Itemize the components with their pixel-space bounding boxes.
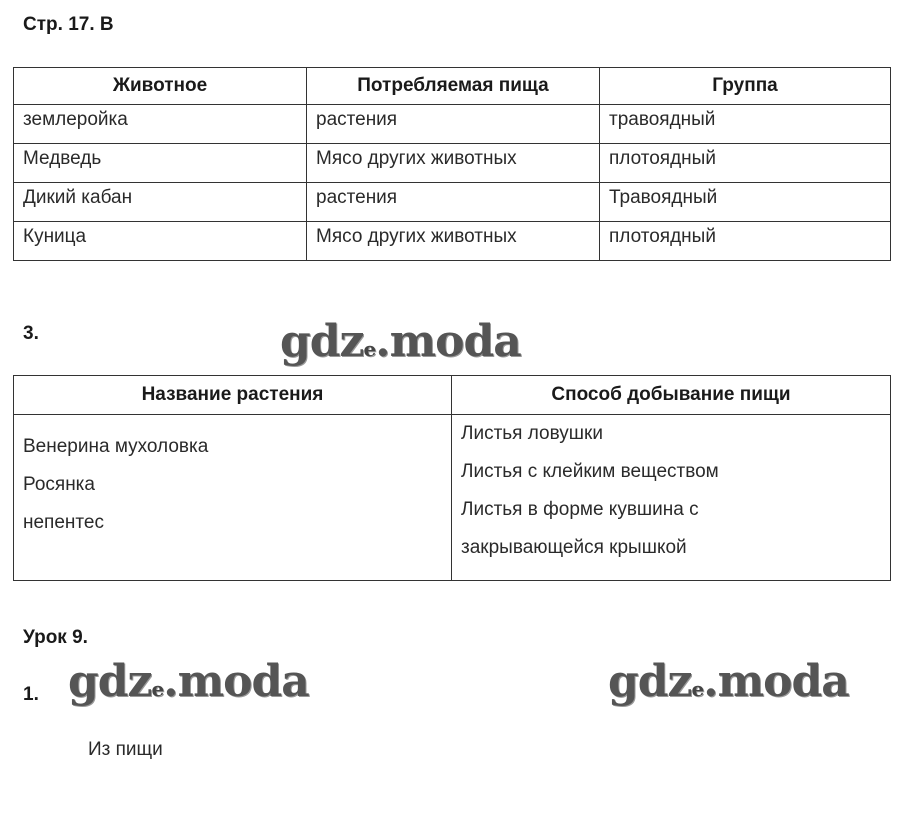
plants-table: [13, 375, 891, 581]
cell-group: плотоядный: [600, 144, 891, 183]
page-reference: Стр. 17. В: [23, 14, 114, 35]
cell-food-methods: [452, 415, 891, 581]
header-group: Группа: [600, 68, 891, 105]
cell-animal: Куница: [14, 222, 307, 261]
cell-food: Мясо других животных: [307, 144, 600, 183]
watermark-logo: gdze.moda: [280, 316, 521, 367]
cell-food: растения: [307, 183, 600, 222]
cell-plant-names: [14, 415, 452, 581]
header-food-method: Способ добывание пищи: [452, 376, 891, 415]
header-plant-name: Название растения: [14, 376, 452, 415]
cell-animal: землеройка: [14, 105, 307, 144]
cell-group: Травоядный: [600, 183, 891, 222]
method-line: Листья с клейким веществом: [461, 461, 719, 482]
table-row: [14, 415, 891, 581]
method-line: закрывающейся крышкой: [461, 537, 687, 558]
section-3-label: 3.: [23, 323, 39, 344]
watermark-logo: gdze.moda: [68, 656, 309, 707]
watermark-logo: gdze.moda: [608, 656, 849, 707]
cell-food: Мясо других животных: [307, 222, 600, 261]
header-animal: Животное: [14, 68, 307, 105]
animals-food-table: [13, 67, 891, 261]
answer-text: Из пищи: [88, 739, 163, 760]
method-line: Листья ловушки: [461, 423, 603, 444]
cell-food: растения: [307, 105, 600, 144]
method-line: Листья в форме кувшина с: [461, 499, 699, 520]
cell-group: плотоядный: [600, 222, 891, 261]
table-header-row: [14, 376, 891, 415]
table-row: [14, 105, 891, 144]
header-food: Потребляемая пища: [307, 68, 600, 105]
table-row: [14, 222, 891, 261]
plant-name: Росянка: [23, 474, 95, 495]
table-row: [14, 183, 891, 222]
plant-name: Венерина мухоловка: [23, 436, 209, 457]
plant-name: непентес: [23, 512, 104, 533]
table-header-row: [14, 68, 891, 105]
lesson-title: Урок 9.: [23, 627, 88, 648]
cell-animal: Медведь: [14, 144, 307, 183]
table-row: [14, 144, 891, 183]
cell-group: травоядный: [600, 105, 891, 144]
cell-animal: Дикий кабан: [14, 183, 307, 222]
item-1-label: 1.: [23, 684, 39, 705]
